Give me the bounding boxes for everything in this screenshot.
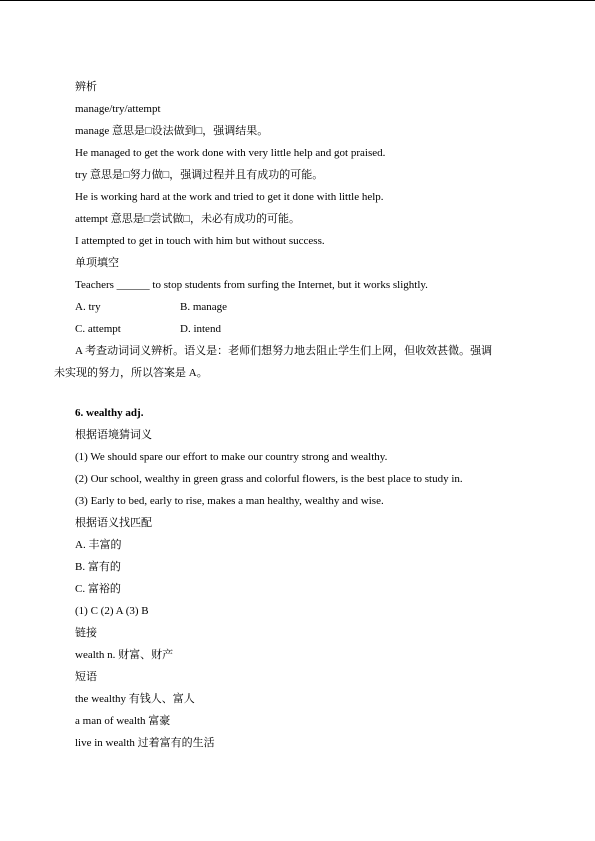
phrase-2: a man of wealth 富豪	[75, 715, 171, 727]
heading-analysis: 辨析	[75, 81, 97, 93]
option-a: A. try	[75, 301, 101, 313]
option-d: D. intend	[180, 323, 221, 335]
context-sentence-2: (2) Our school, wealthy in green grass and colorful flowers, is the best place to study in.	[75, 473, 463, 485]
words-compared: manage/try/attempt	[75, 103, 161, 115]
match-answers: (1) C (2) A (3) B	[75, 605, 149, 617]
heading-phrases: 短语	[75, 671, 97, 683]
heading-single-choice: 单项填空	[75, 257, 119, 269]
option-b: B. manage	[180, 301, 228, 313]
attempt-example: I attempted to get in touch with him but without success.	[75, 235, 325, 247]
meaning-a: A. 丰富的	[75, 539, 122, 551]
heading-link: 链接	[75, 627, 97, 639]
phrase-3: live in wealth 过着富有的生活	[75, 737, 215, 749]
answer-explanation-line-1: A 考查动词词义辨析。语义是：老师们想努力地去阻止学生们上网，但收效甚微。强调	[75, 345, 493, 357]
option-c: C. attempt	[75, 323, 121, 335]
section-gap	[54, 384, 554, 402]
options-row-1	[54, 296, 554, 318]
options-row-2	[54, 318, 554, 340]
heading-match-meaning: 根据语义找匹配	[75, 517, 152, 529]
link-wealth: wealth n. 财富、财产	[75, 649, 174, 661]
context-sentence-1: (1) We should spare our effort to make our country strong and wealthy.	[75, 451, 388, 463]
top-rule	[0, 0, 595, 1]
choice-question: Teachers ______ to stop students from surfing the Internet, but it works slightly.	[75, 279, 428, 291]
context-sentence-3: (3) Early to bed, early to rise, makes a man healthy, wealthy and wise.	[75, 495, 384, 507]
manage-definition: manage 意思是□设法做到□，强调结果。	[75, 125, 269, 137]
heading-guess-meaning: 根据语境猜词义	[75, 429, 152, 441]
attempt-definition: attempt 意思是□尝试做□，未必有成功的可能。	[75, 213, 301, 225]
phrase-1: the wealthy 有钱人、富人	[75, 693, 195, 705]
try-example: He is working hard at the work and tried to get it done with little help.	[75, 191, 384, 203]
meaning-c: C. 富裕的	[75, 583, 121, 595]
manage-example: He managed to get the work done with very little help and got praised.	[75, 147, 386, 159]
answer-explanation-line-2: 未实现的努力，所以答案是 A。	[54, 367, 208, 379]
section-6-title: 6. wealthy adj.	[75, 407, 144, 419]
meaning-b: B. 富有的	[75, 561, 121, 573]
document-body	[54, 76, 554, 754]
try-definition: try 意思是□努力做□，强调过程并且有成功的可能。	[75, 169, 324, 181]
